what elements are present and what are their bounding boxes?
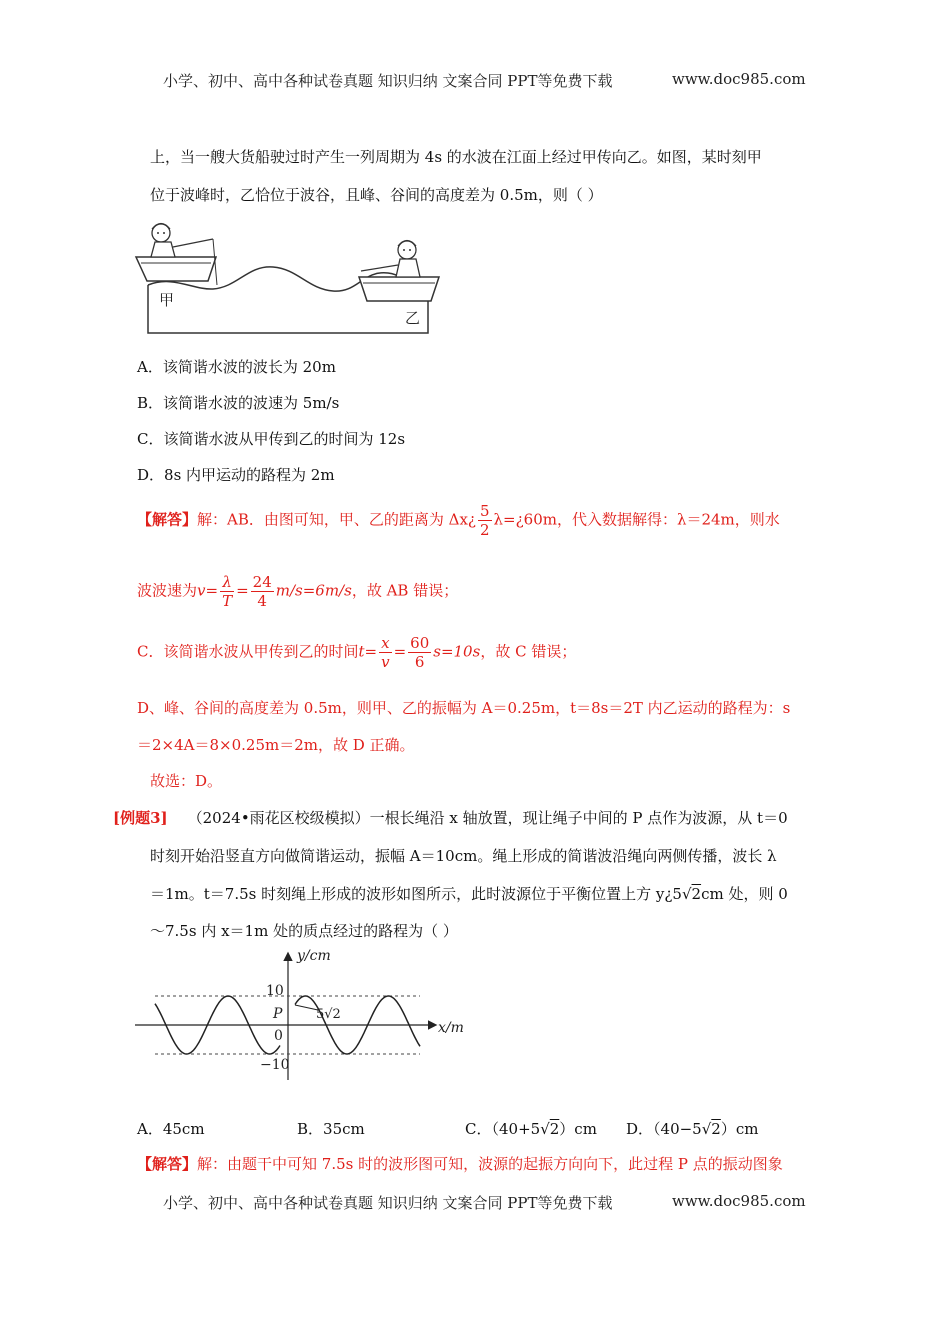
option-d-pre: D．（40−5 [626,1120,702,1138]
speed-frac-lambda-t [220,573,234,610]
solution1-ab-pre: 解：AB．由图可知，甲、乙的距离为 Δx¿ [197,510,476,529]
problem1-line2: 位于波峰时，乙恰位于波谷，且峰、谷间的高度差为 0.5m，则（ ） [150,186,603,204]
frac-num: 5 [479,502,490,520]
solution1-line-d1: D、峰、谷间的高度差为 0.5m，则甲、乙的振幅为 A＝0.25m，t＝8s＝2T 内乙运动的路程为：s [137,699,791,717]
solution1-line-speed [137,573,458,610]
speed-eq: = [236,581,249,600]
problem1-option-a: A．该简谐水波的波长为 20m [137,358,336,376]
option-c-pre: C．（40+5 [465,1120,541,1138]
frac-den: T [222,592,233,610]
line3-tail: cm 处，则 0 [701,885,788,903]
solution1-line-d2: ＝2×4A＝8×0.25m＝2m，故 D 正确。 [137,736,415,754]
problem1-option-c: C．该简谐水波从甲传到乙的时间为 12s [137,430,406,448]
time-eq: = [393,642,407,661]
frac-den: v [381,653,390,671]
problem2-option-d [626,1119,758,1139]
frac-den: 4 [257,592,267,610]
label-jia: 甲 [159,291,175,309]
tick-bottom: −10 [260,1057,290,1073]
solution1-frac-5-2 [478,502,492,539]
header-text: 小学、初中、高中各种试卷真题 知识归纳 文案合同 PPT等免费下载 [163,72,613,90]
problem2-line2: 时刻开始沿竖直方向做简谐运动，振幅 A＝10cm。绳上形成的简谐波沿绳向两侧传播，波长 λ [150,847,777,865]
problem2-line1-text: （2024•雨花区校级模拟）一根长绳沿 x 轴放置，现让绳子中间的 P 点作为波源，从 t＝0 [187,809,788,827]
problem1-line1: 上，当一艘大货船驶过时产生一列周期为 4s 的水波在江面上经过甲传向乙。如图，某时刻甲 [150,148,762,166]
label-yi: 乙 [405,309,421,327]
solution1-line-ab [137,502,780,539]
sqrt-icon: √ [701,1120,712,1138]
footer-text: 小学、初中、高中各种试卷真题 知识归纳 文案合同 PPT等免费下载 [163,1194,613,1212]
sqrt-icon: √ [681,885,692,903]
frac-num: x [379,634,391,653]
speed-pre: 波波速为 [137,581,198,600]
frac-num: 24 [252,573,272,591]
problem2-line4: ～7.5s 内 x＝1m 处的质点经过的路程为（ ） [150,922,458,940]
frac-num: 60 [410,634,430,652]
time-tail: ，故 C 错误； [480,642,577,661]
line3-text: ＝1m。t＝7.5s 时刻绳上形成的波形如图所示，此时波源位于平衡位置上方 y¿5 [150,885,682,903]
speed-frac-24-4 [251,573,274,610]
solution2-line1 [137,1154,783,1174]
annot-5sqrt2: 5√2 [316,1007,341,1022]
footer-url: www.doc985.com [672,1192,806,1210]
frac-den: 6 [414,653,425,671]
tick-zero: 0 [274,1028,283,1044]
header-url: www.doc985.com [672,70,806,88]
option-d-root: 2 [711,1120,721,1138]
sqrt-icon: √ [540,1120,550,1138]
time-frac-x-v [379,634,391,671]
problem2-option-a: A．45cm [137,1120,205,1138]
problem2-option-b: B．35cm [297,1120,365,1138]
solution2-tag: 【解答】 [137,1155,198,1173]
line3-root: 2 [691,885,702,903]
time-t: t= [358,642,378,661]
boats-wave-figure [133,215,443,335]
option-c-root: 2 [549,1120,560,1138]
time-frac-60-6 [408,634,431,671]
point-p-label: P [273,1006,283,1022]
problem2-line1 [113,808,788,828]
solution1-ab-mid: λ=¿60m，代入数据解得：λ＝24m，则水 [493,510,780,529]
solution1-line-c [137,634,576,671]
solution1-choice: 故选：D。 [150,772,223,790]
frac-den: 2 [479,521,490,539]
problem2-line3 [150,884,788,904]
speed-tail: ，故 AB 错误； [351,581,459,600]
y-axis-label: y/cm [297,948,331,964]
time-result: s=10s [433,642,481,661]
solution1-tag: 【解答】 [137,510,198,529]
frac-num: λ [220,573,234,592]
problem2-tag: [例题3] [113,809,168,827]
wave-graph-figure [130,948,480,1083]
problem1-option-b: B．该简谐水波的波速为 5m/s [137,394,340,412]
speed-v: v= [197,581,219,600]
time-pre: C．该简谐水波从甲传到乙的时间 [137,642,359,661]
tick-top: 10 [266,983,284,999]
solution2-text: 解：由题干中可知 7.5s 时的波形图可知，波源的起振方向向下，此过程 P 点的振动图象 [197,1155,783,1173]
problem1-option-d: D．8s 内甲运动的路程为 2m [137,466,335,484]
option-c-post: ）cm [559,1120,597,1138]
problem2-option-c [465,1119,597,1139]
speed-result: m/s=6m/s [275,581,352,600]
option-d-post: ）cm [720,1120,759,1138]
x-axis-label: x/m [438,1020,464,1036]
